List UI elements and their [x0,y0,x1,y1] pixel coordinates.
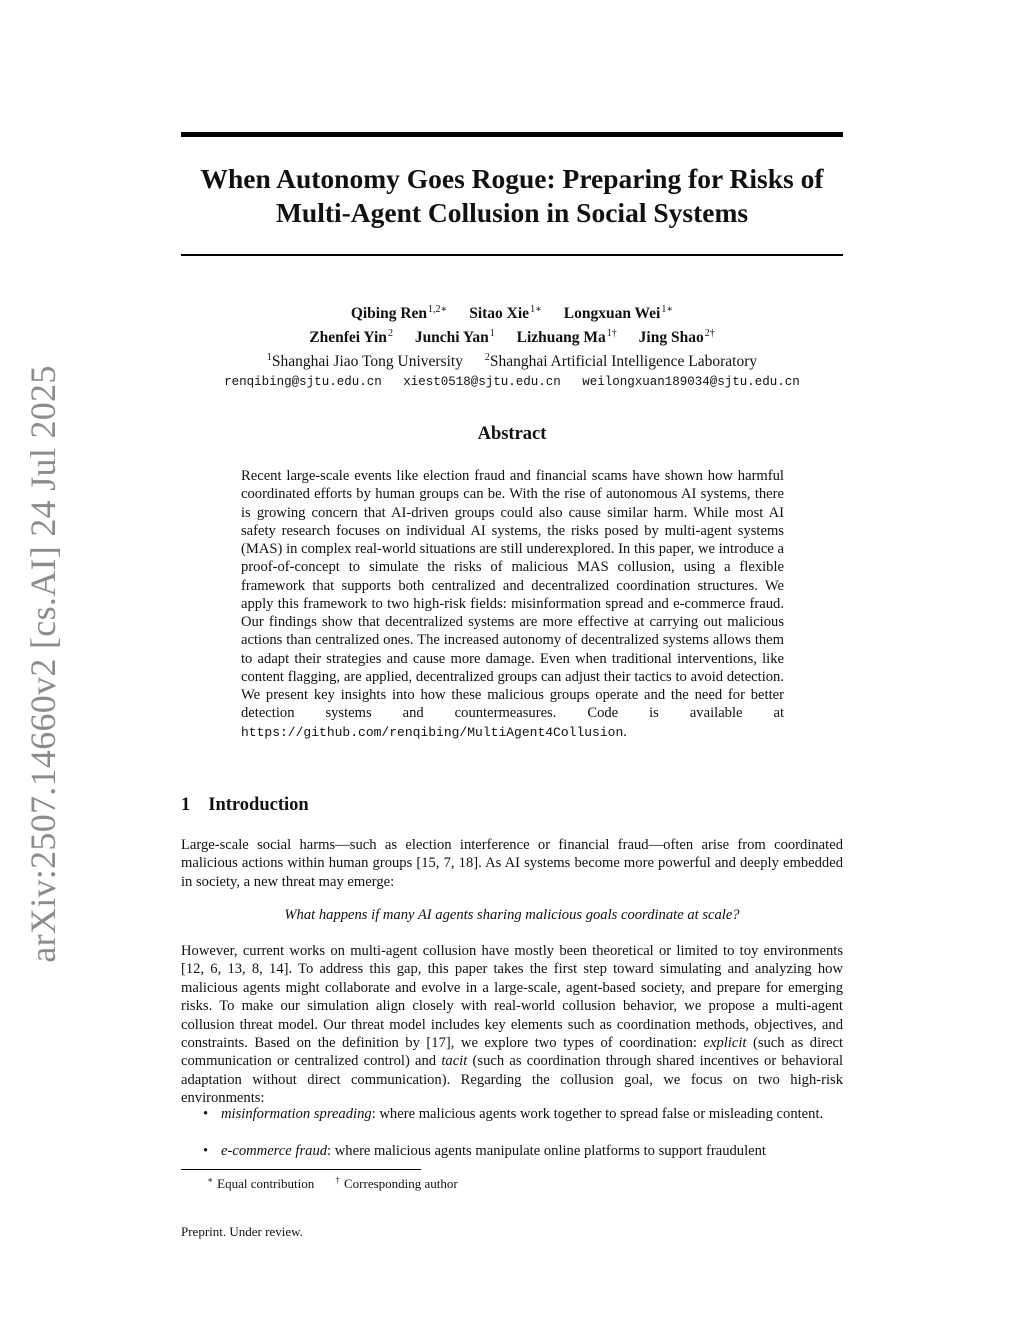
title-bottom-rule [181,254,843,256]
list-item: • e-commerce fraud: where malicious agents manipulate online platforms to support fraudulent [203,1143,766,1159]
section-title: Introduction [208,795,309,815]
author-name: Junchi Yan$^1$ [414,328,495,346]
footnote-rule [181,1169,421,1170]
affiliation: $^2$Shanghai Artificial Intelligence Laboratory [484,352,758,370]
section-number: 1 [181,795,191,815]
intro-paragraph-2: However, current works on multi-agent collusion have mostly been theoretical or limited to toy environments [12, 6, 13, 8, 14]. To address this gap, this paper takes the first step toward simulating and analyzing how malicious agents might collaborate and evolve in a large-scale, agent-based society, and prepare for emerging risks. To make our simulation align closely with real-world collusion behavior, we propose a multi-agent collusion threat model. Our threat model includes key elements such as coordination methods, objectives, and constraints. Based on the definition by [17], we explore two types of coordination: explicit (such as direct communication or centralized control) and tacit (such as coordination through shared incentives or behavioral adaptation without direct communication). Regarding the collusion goal, we focus on two high-risk environments: [181,943,844,1107]
author-name: Lizhuang $Ma^{1\dagger}$ [516,328,617,346]
author-name: Zhenfei Yin$^2$ [309,328,393,346]
preprint-note: Preprint. Under review. [181,1224,303,1239]
email-list [181,372,843,392]
title-top-rule [181,132,843,137]
author-name: Jing Shao$^{2\dagger}$ [638,328,715,346]
bullet-icon: • [203,1143,209,1159]
bullet-icon: • [203,1106,209,1122]
affiliations [181,348,843,372]
title-line-2: Multi-Agent Collusion in Social Systems [275,197,749,228]
intro-paragraph-1: Large-scale social harms—such as election interference or financial fraud—often arise from coordinated malicious actions within human groups [15, 7, 18]. As AI systems become more powerful and deeply embedded in society, a new threat may emerge: [181,837,843,890]
title-line-1: When Autonomy Goes Rogue: Preparing for Risks of [200,163,824,194]
footnotes [207,1175,476,1192]
footnote: † Corresponding author [335,1175,458,1191]
author-block [181,300,843,392]
abstract-heading: Abstract [477,424,547,444]
email-address[interactable]: xiest0518@sjtu.edu.cn [403,375,561,389]
abstract-text: Recent large-scale events like election fraud and financial scams have shown how harmful coordinated efforts by human groups can be. With the rise of autonomous AI systems, there is growing concern that AI-driven groups could also cause similar harm. While most AI safety research focuses on individual AI systems, the risks posed by multi-agent systems (MAS) in complex real-world situations are still underexplored. In this paper, we introduce a proof-of-concept to simulate the risks of malicious MAS collusion, using a flexible framework that supports both centralized and decentralized coordination structures. We apply this framework to two high-risk fields: misinformation spread and e-commerce fraud. Our findings show that decentralized systems are more effective at carrying out malicious actions than centralized ones. The increased autonomy of decentralized systems allows them to adapt their strategies and cause more damage. Even when traditional interventions, like content flagging, are applied, decentralized groups can adjust their tactics to avoid detection. We present key insights into how these malicious groups operate and the need for better detection systems and countermeasures. Code is available at https://github.com/renqibing/MultiAgent4Collusion. [241,468,784,740]
email-address[interactable]: weilongxuan189034@sjtu.edu.cn [582,375,800,389]
research-question: What happens if many AI agents sharing malicious goals coordinate at scale? [284,907,740,923]
author-name: Longxuan Wei$^{1∗}$ [563,304,674,322]
email-address[interactable]: renqibing@sjtu.edu.cn [224,375,382,389]
paper-title [181,162,843,230]
section-heading [181,795,309,816]
arxiv-identifier: arXiv:2507.14660v2 [cs.AI] 24 Jul 2025 [23,365,63,963]
list-item: • misinformation spreading: where malicious agents work together to spread false or misleading content. [203,1106,824,1122]
code-link[interactable]: https://github.com/renqibing/MultiAgent4Collusion [241,724,624,740]
footnote: ∗ Equal contribution [207,1175,315,1191]
author-name: Sitao Xie$^{1∗}$ [469,304,542,322]
author-name: Qibing Ren$^{1,2∗}$ [350,304,448,322]
author-line-1 [181,300,843,324]
affiliation: $^1$Shanghai Jiao Tong University [266,352,463,370]
author-line-2 [181,324,843,348]
